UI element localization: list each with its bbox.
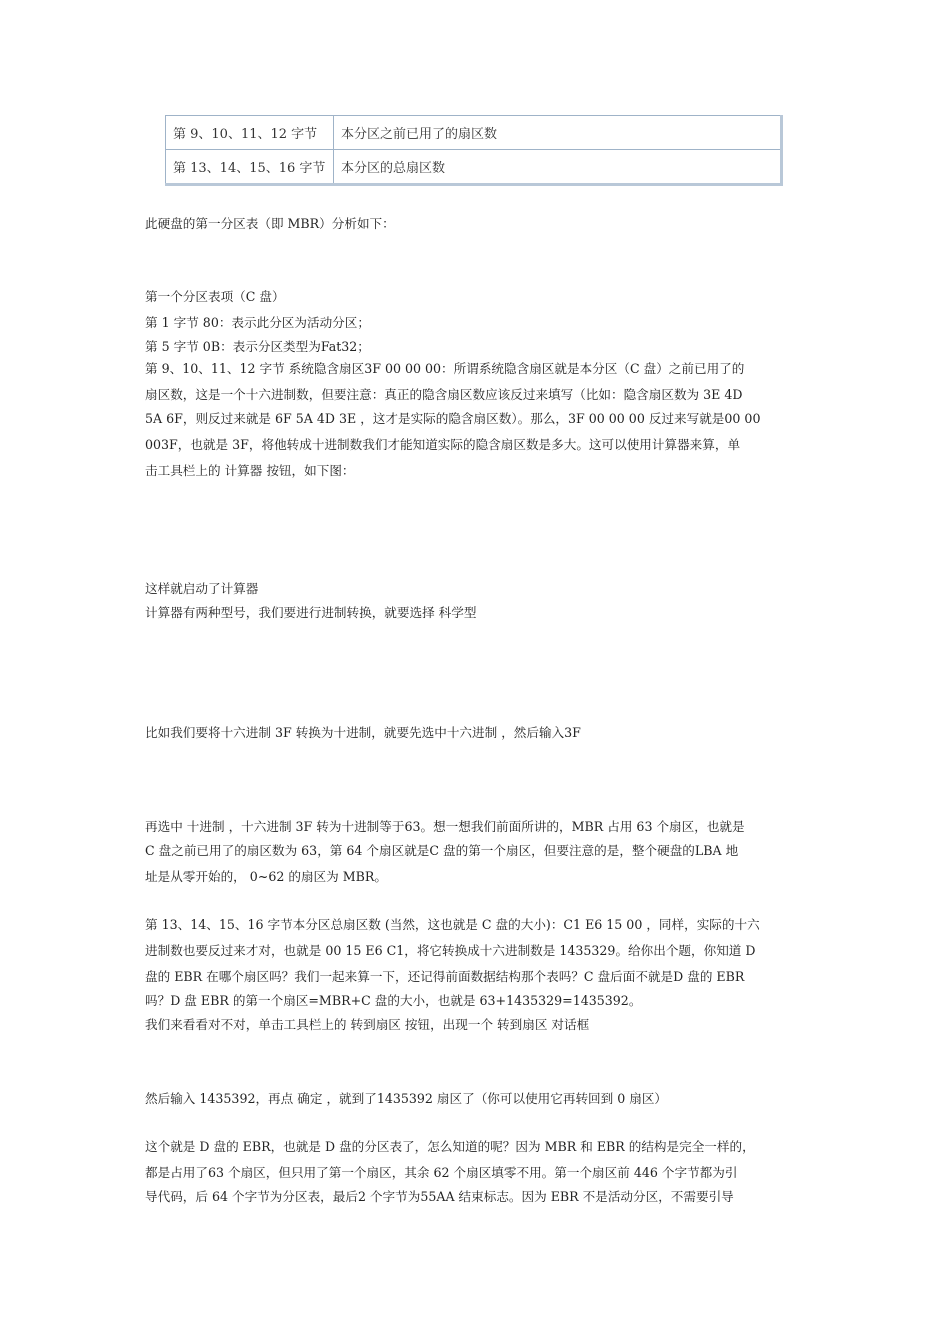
table-cell-bytes: 第 13、14、15、16 字节	[166, 150, 334, 185]
hidden-sectors-line: 5A 6F，则反过来就是 6F 5A 4D 3E ，这才是实际的隐含扇区数）。那么，3F 00 00 00 反过来写就是00 00	[145, 411, 761, 426]
hidden-sectors-line: 击工具栏上的 计算器 按钮，如下图：	[145, 463, 355, 478]
ebr-explanation-line: 这个就是 D 盘的 EBR，也就是 D 盘的分区表了，怎么知道的呢？因为 MBR 和 EBR 的结构是完全一样的，	[145, 1139, 755, 1154]
decimal-result-line: 再选中 十进制 ，十六进制 3F 转为十进制等于63。想一想我们前面所讲的，MBR 占用 63 个扇区，也就是	[145, 819, 745, 834]
input-sector-line: 然后输入 1435392，再点 确定 ，就到了1435392 扇区了（你可以使用它再转回到 0 扇区）	[145, 1091, 668, 1106]
hidden-sectors-line: 第 9、10、11、12 字节 系统隐含扇区3F 00 00 00：所谓系统隐含扇区就是本分区（C 盘）之前已用了的	[145, 361, 745, 376]
intro-paragraph: 此硬盘的第一分区表（即 MBR）分析如下：	[145, 216, 395, 231]
total-sectors-line: 第 13、14、15、16 字节本分区总扇区数 (当然，这也就是 C 盘的大小)：C1 E6 15 00 ，同样，实际的十六	[145, 917, 760, 932]
byte5-line: 第 5 字节 0B：表示分区类型为Fat32；	[145, 339, 370, 354]
table-cell-meaning: 本分区的总扇区数	[334, 150, 782, 185]
total-sectors-line: 吗？D 盘 EBR 的第一个扇区=MBR+C 盘的大小，也就是 63+1435329=1435392。	[145, 993, 642, 1008]
partition-field-table	[165, 115, 783, 186]
total-sectors-line: 进制数也要反过来才对，也就是 00 15 E6 C1，将它转换成十六进制数是 1435329。给你出个题，你知道 D	[145, 943, 756, 958]
decimal-result-line: C 盘之前已用了的扇区数为 63，第 64 个扇区就是C 盘的第一个扇区，但要注意的是，整个硬盘的LBA 地	[145, 843, 739, 858]
table-row	[166, 116, 782, 150]
partition-heading: 第一个分区表项（C 盘）	[145, 289, 285, 304]
hex-example-line: 比如我们要将十六进制 3F 转换为十进制，就要先选中十六进制 ，然后输入3F	[145, 725, 581, 740]
total-sectors-line: 盘的 EBR 在哪个扇区吗？我们一起来算一下，还记得前面数据结构那个表吗？C 盘后面不就是D 盘的 EBR	[145, 969, 745, 984]
decimal-result-line: 址是从零开始的， 0~62 的扇区为 MBR。	[145, 869, 387, 884]
calculator-started-line: 这样就启动了计算器	[145, 581, 259, 596]
ebr-explanation-line: 导代码，后 64 个字节为分区表，最后2 个字节为55AA 结束标志。因为 EBR 不是活动分区，不需要引导	[145, 1189, 734, 1204]
goto-sector-line: 我们来看看对不对，单击工具栏上的 转到扇区 按钮，出现一个 转到扇区 对话框	[145, 1017, 590, 1032]
hidden-sectors-line: 003F，也就是 3F，将他转成十进制数我们才能知道实际的隐含扇区数是多大。这可以使用计算器来算，单	[145, 437, 741, 452]
table-cell-meaning: 本分区之前已用了的扇区数	[334, 116, 782, 150]
hidden-sectors-line: 扇区数，这是一个十六进制数，但要注意：真正的隐含扇区数应该反过来填写（比如：隐含扇区数为 3E 4D	[145, 387, 743, 402]
ebr-explanation-line: 都是占用了63 个扇区，但只用了第一个扇区，其余 62 个扇区填零不用。第一个扇区前 446 个字节都为引	[145, 1165, 738, 1180]
calculator-models-line: 计算器有两种型号，我们要进行进制转换，就要选择 科学型	[145, 605, 477, 620]
table-cell-bytes: 第 9、10、11、12 字节	[166, 116, 334, 150]
byte1-line: 第 1 字节 80：表示此分区为活动分区；	[145, 315, 370, 330]
table-row	[166, 150, 782, 185]
